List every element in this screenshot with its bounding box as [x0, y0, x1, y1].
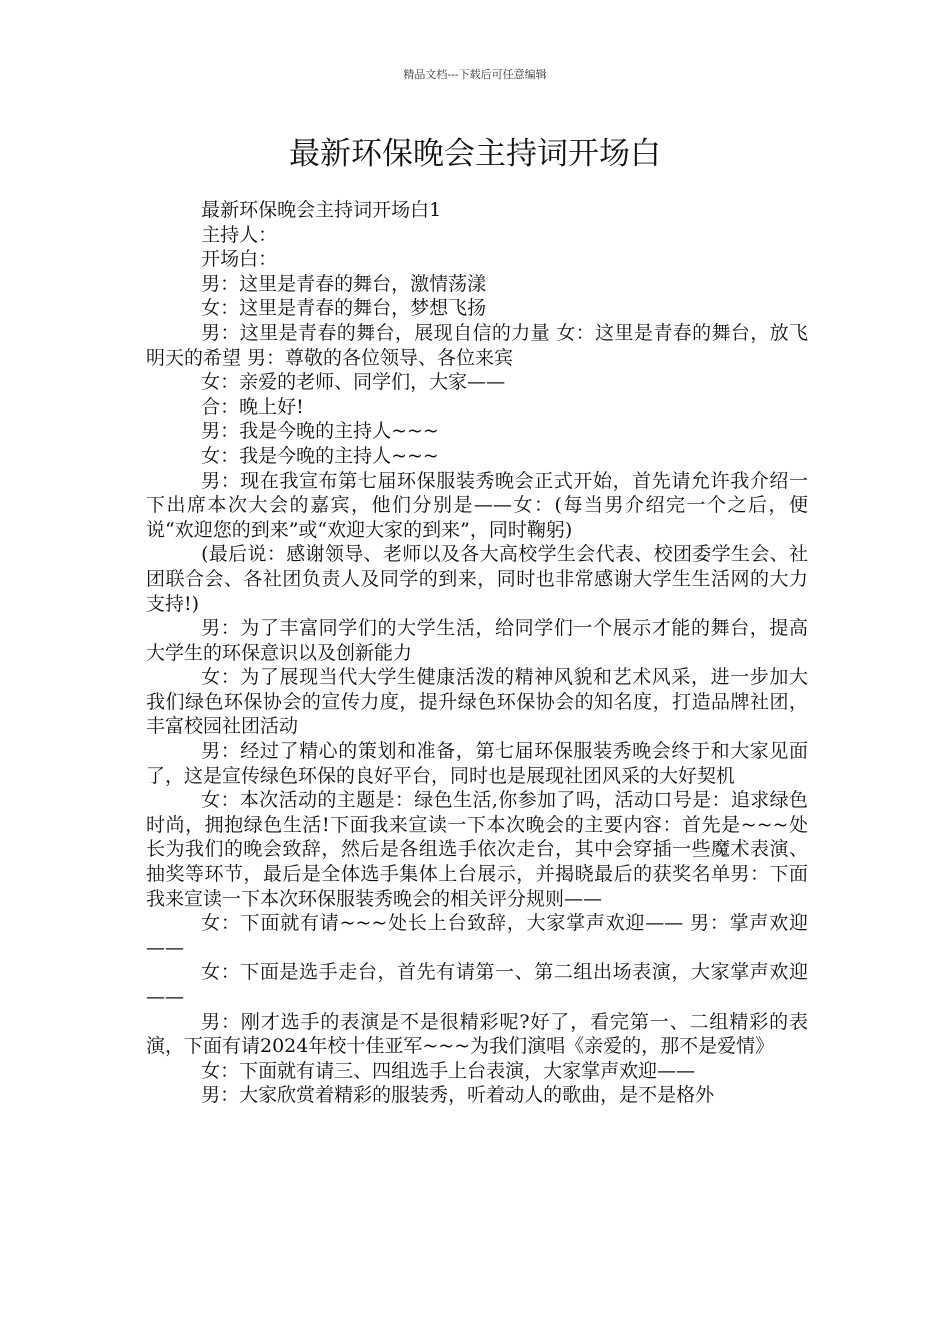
paragraph: 男：现在我宣布第七届环保服装秀晚会正式开始，首先请允许我介绍一下出席本次大会的嘉宾，他们分别是——女：(每当男介绍完一个之后，便说“欢迎您的到来”或“欢迎大家的到来”，同时鞠躬) — [146, 469, 808, 541]
paragraph: 女：我是今晚的主持人~~~ — [201, 444, 439, 467]
paragraph: 女：本次活动的主题是：绿色生活,你参加了吗，活动口号是：追求绿色时尚，拥抱绿色生活!下面我来宣读一下本次晚会的主要内容：首先是~~~处长为我们的晚会致辞，然后是各组选手依次走台，其中会穿插一些魔术表演、抽奖等环节，最后是全体选手集体上台展示，并揭晓最后的获奖名单男：下面我来宣读一下本次环保服装秀晚会的相关评分规则—— — [146, 789, 808, 910]
document-title: 最新环保晚会主持词开场白 — [289, 136, 661, 172]
paragraph: 女：这里是青春的舞台，梦想飞扬 — [201, 297, 487, 320]
document-body — [146, 198, 808, 1108]
paragraph: 女：下面是选手走台，首先有请第一、第二组出场表演，大家掌声欢迎—— — [146, 961, 808, 1008]
paragraph: 女：为了展现当代大学生健康活泼的精神风貌和艺术风采，进一步加大我们绿色环保协会的宣传力度，提升绿色环保协会的知名度，打造品牌社团，丰富校园社团活动 — [146, 666, 808, 738]
paragraph: 男：我是今晚的主持人~~~ — [201, 420, 439, 443]
paragraph: 男：大家欣赏着精彩的服装秀，听着动人的歌曲，是不是格外 — [201, 1084, 715, 1107]
paragraph: 合：晚上好! — [201, 395, 304, 418]
paragraph: 女：下面就有请三、四组选手上台表演，大家掌声欢迎—— — [201, 1059, 696, 1082]
paragraph: (最后说：感谢领导、老师以及各大高校学生会代表、校团委学生会、社团联合会、各社团负责人及同学的到来，同时也非常感谢大学生生活网的大力支持!) — [146, 543, 808, 615]
paragraph: 女：下面就有请~~~处长上台致辞，大家掌声欢迎—— 男：掌声欢迎—— — [146, 912, 808, 959]
paragraph: 女：亲爱的老师、同学们，大家—— — [201, 371, 506, 394]
paragraph: 主持人： — [201, 223, 278, 246]
header-note: 精品文档---下载后可任意编辑 — [403, 68, 547, 81]
paragraph: 男：这里是青春的舞台，激情荡漾 — [201, 272, 487, 295]
paragraph: 男：这里是青春的舞台，展现自信的力量 女：这里是青春的舞台，放飞明天的希望 男：尊敬的各位领导、各位来宾 — [146, 321, 808, 369]
paragraph: 最新环保晚会主持词开场白1 — [201, 199, 442, 221]
paragraph: 开场白： — [201, 248, 278, 271]
paragraph: 男：为了丰富同学们的大学生活，给同学们一个展示才能的舞台，提高大学生的环保意识以及创新能力 — [146, 617, 808, 664]
paragraph: 男：经过了精心的策划和准备，第七届环保服装秀晚会终于和大家见面了，这是宣传绿色环保的良好平台，同时也是展现社团风采的大好契机 — [146, 740, 808, 787]
paragraph: 男：刚才选手的表演是不是很精彩呢?好了，看完第一、二组精彩的表演，下面有请2024年校十佳亚军~~~为我们演唱《亲爱的，那不是爱情》 — [146, 1010, 808, 1058]
